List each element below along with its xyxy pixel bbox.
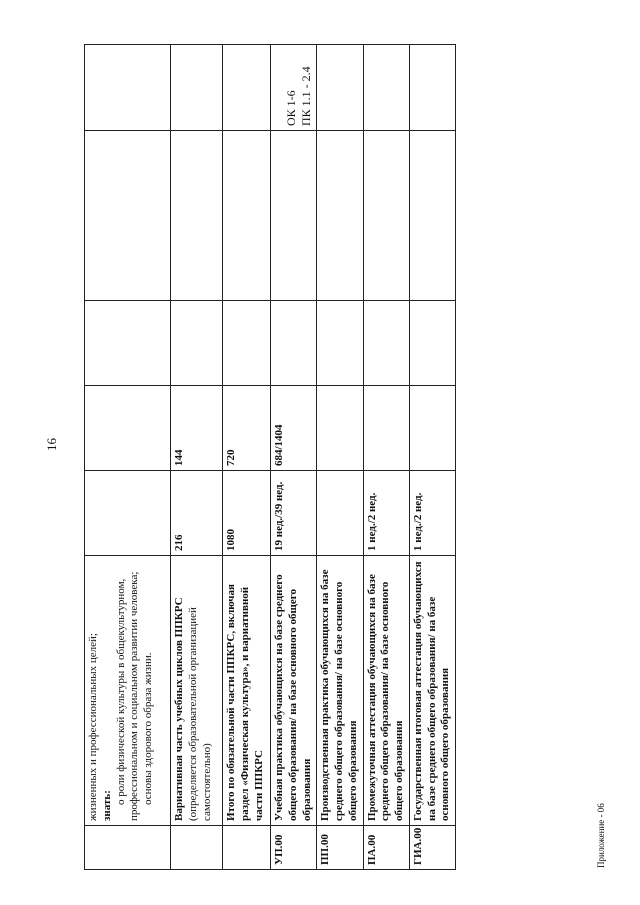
row-value-e bbox=[223, 45, 271, 131]
row-code bbox=[171, 826, 223, 870]
row-name-line: жизненных и профессиональных целей; bbox=[87, 633, 99, 821]
row-value-b bbox=[85, 386, 171, 471]
row-value-d bbox=[271, 131, 317, 301]
footer-note: Приложение - 06 bbox=[596, 803, 606, 868]
row-name bbox=[271, 556, 317, 826]
row-name-line: о роли физической культуры в общекультурном, профессиональном и социальном развитии человека; bbox=[114, 571, 141, 821]
table-row bbox=[223, 45, 271, 870]
row-code bbox=[85, 826, 171, 870]
row-value-a: 1 нед./2 нед. bbox=[363, 471, 409, 556]
row-value-b: 684/1404 bbox=[271, 386, 317, 471]
row-name bbox=[171, 556, 223, 826]
row-value-e bbox=[409, 45, 455, 131]
row-code: ПП.00 bbox=[317, 826, 363, 870]
row-value-d bbox=[317, 131, 363, 301]
row-value-c bbox=[409, 301, 455, 386]
table-row bbox=[363, 45, 409, 870]
row-value-b: 144 bbox=[171, 386, 223, 471]
row-code bbox=[223, 826, 271, 870]
row-name bbox=[409, 556, 455, 826]
table-row bbox=[409, 45, 455, 870]
row-name-line: Государственная итоговая аттестация обучающихся на базе среднего общего образования/ на базе основного общего образования bbox=[411, 561, 452, 821]
row-value-a: 1 нед./2 нед. bbox=[409, 471, 455, 556]
row-value-a bbox=[317, 471, 363, 556]
row-value-c bbox=[171, 301, 223, 386]
row-value-e bbox=[85, 45, 171, 131]
row-value-a: 216 bbox=[171, 471, 223, 556]
row-value-d bbox=[223, 131, 271, 301]
row-value-e bbox=[171, 45, 223, 131]
curriculum-table bbox=[84, 44, 456, 870]
row-value-a bbox=[85, 471, 171, 556]
row-value-b bbox=[409, 386, 455, 471]
row-value-a: 19 нед./39 нед. bbox=[271, 471, 317, 556]
row-code: УП.00 bbox=[271, 826, 317, 870]
row-name-line: Итого по обязательной части ППКРС, включая раздел «Физическая культура», и вариативной части ППКРС bbox=[225, 584, 265, 821]
row-code: ГИА.00 bbox=[409, 826, 455, 870]
row-name-line: Производственная практика обучающихся на базе среднего общего образования/ на базе основного общего образования bbox=[319, 569, 359, 821]
table-row bbox=[171, 45, 223, 870]
row-name-line: Промежуточная аттестация обучающихся на базе среднего общего образования/ на базе основного общего образования bbox=[365, 574, 405, 821]
row-name bbox=[85, 556, 171, 826]
row-value-c bbox=[363, 301, 409, 386]
table-body bbox=[85, 45, 456, 870]
row-code: ПА.00 bbox=[363, 826, 409, 870]
row-value-c bbox=[85, 301, 171, 386]
row-value-b bbox=[317, 386, 363, 471]
row-name bbox=[317, 556, 363, 826]
row-value-c bbox=[317, 301, 363, 386]
row-name-line: Вариативная часть учебных циклов ППКРС bbox=[173, 597, 185, 821]
page-number: 16 bbox=[44, 438, 59, 451]
row-name-line: знать: bbox=[100, 790, 113, 821]
table-row bbox=[271, 45, 317, 870]
row-value-d bbox=[363, 131, 409, 301]
row-name bbox=[223, 556, 271, 826]
row-name-line: основы здорового образа жизни. bbox=[142, 652, 154, 805]
row-value-e bbox=[317, 45, 363, 131]
table-row bbox=[317, 45, 363, 870]
row-value-d bbox=[85, 131, 171, 301]
table-row bbox=[85, 45, 171, 870]
row-value-e: ОК 1-6 ПК 1.1 - 2.4 bbox=[271, 45, 317, 131]
row-value-c bbox=[271, 301, 317, 386]
row-value-b: 720 bbox=[223, 386, 271, 471]
row-name bbox=[363, 556, 409, 826]
row-name-line: (определяется образовательной организацией самостоятельно) bbox=[186, 607, 213, 821]
curriculum-table-container bbox=[84, 45, 452, 870]
row-value-e bbox=[363, 45, 409, 131]
row-value-c bbox=[223, 301, 271, 386]
row-value-b bbox=[363, 386, 409, 471]
row-value-d bbox=[409, 131, 455, 301]
row-value-d bbox=[171, 131, 223, 301]
row-value-a: 1080 bbox=[223, 471, 271, 556]
row-name-line: Учебная практика обучающихся на базе среднего общего образования/ на базе основного общего образования bbox=[273, 574, 313, 821]
